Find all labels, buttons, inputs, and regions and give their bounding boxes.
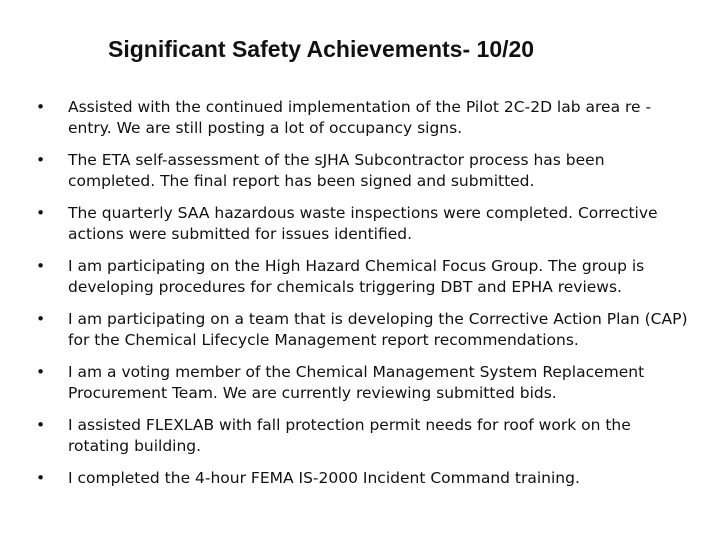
bullet-text: Assisted with the continued implementation of the Pilot 2C-2D lab area re -entry. We are still posting a lot of occupancy signs. [68,98,652,137]
bullet-text: I assisted FLEXLAB with fall protection permit needs for roof work on the rotating building. [68,416,631,455]
bullet-list [30,97,690,501]
bullet-icon: • [36,469,46,487]
bullet-item [30,309,690,350]
bullet-text: The ETA self-assessment of the sJHA Subcontractor process has been completed. The final report has been signed and submitted. [68,151,605,190]
bullet-item [30,97,690,138]
slide-title: Significant Safety Achievements- 10/20 [108,36,535,62]
bullet-item [30,203,690,244]
bullet-icon: • [36,204,46,222]
bullet-item [30,468,690,489]
bullet-item [30,415,690,456]
bullet-text: I am participating on a team that is developing the Corrective Action Plan (CAP) for the Chemical Lifecycle Management report recommendations. [68,310,688,349]
bullet-text: I am participating on the High Hazard Chemical Focus Group. The group is developing procedures for chemicals triggering DBT and EPHA reviews. [68,257,645,296]
bullet-item [30,150,690,191]
bullet-icon: • [36,151,46,169]
bullet-icon: • [36,416,46,434]
bullet-text: The quarterly SAA hazardous waste inspections were completed. Corrective actions were submitted for issues identified. [68,204,658,243]
bullet-item [30,362,690,403]
bullet-icon: • [36,98,46,116]
bullet-text: I am a voting member of the Chemical Management System Replacement Procurement Team. We are currently reviewing submitted bids. [68,363,645,402]
bullet-item [30,256,690,297]
bullet-text: I completed the 4-hour FEMA IS-2000 Incident Command training. [68,469,580,487]
bullet-icon: • [36,310,46,328]
bullet-icon: • [36,363,46,381]
bullet-icon: • [36,257,46,275]
